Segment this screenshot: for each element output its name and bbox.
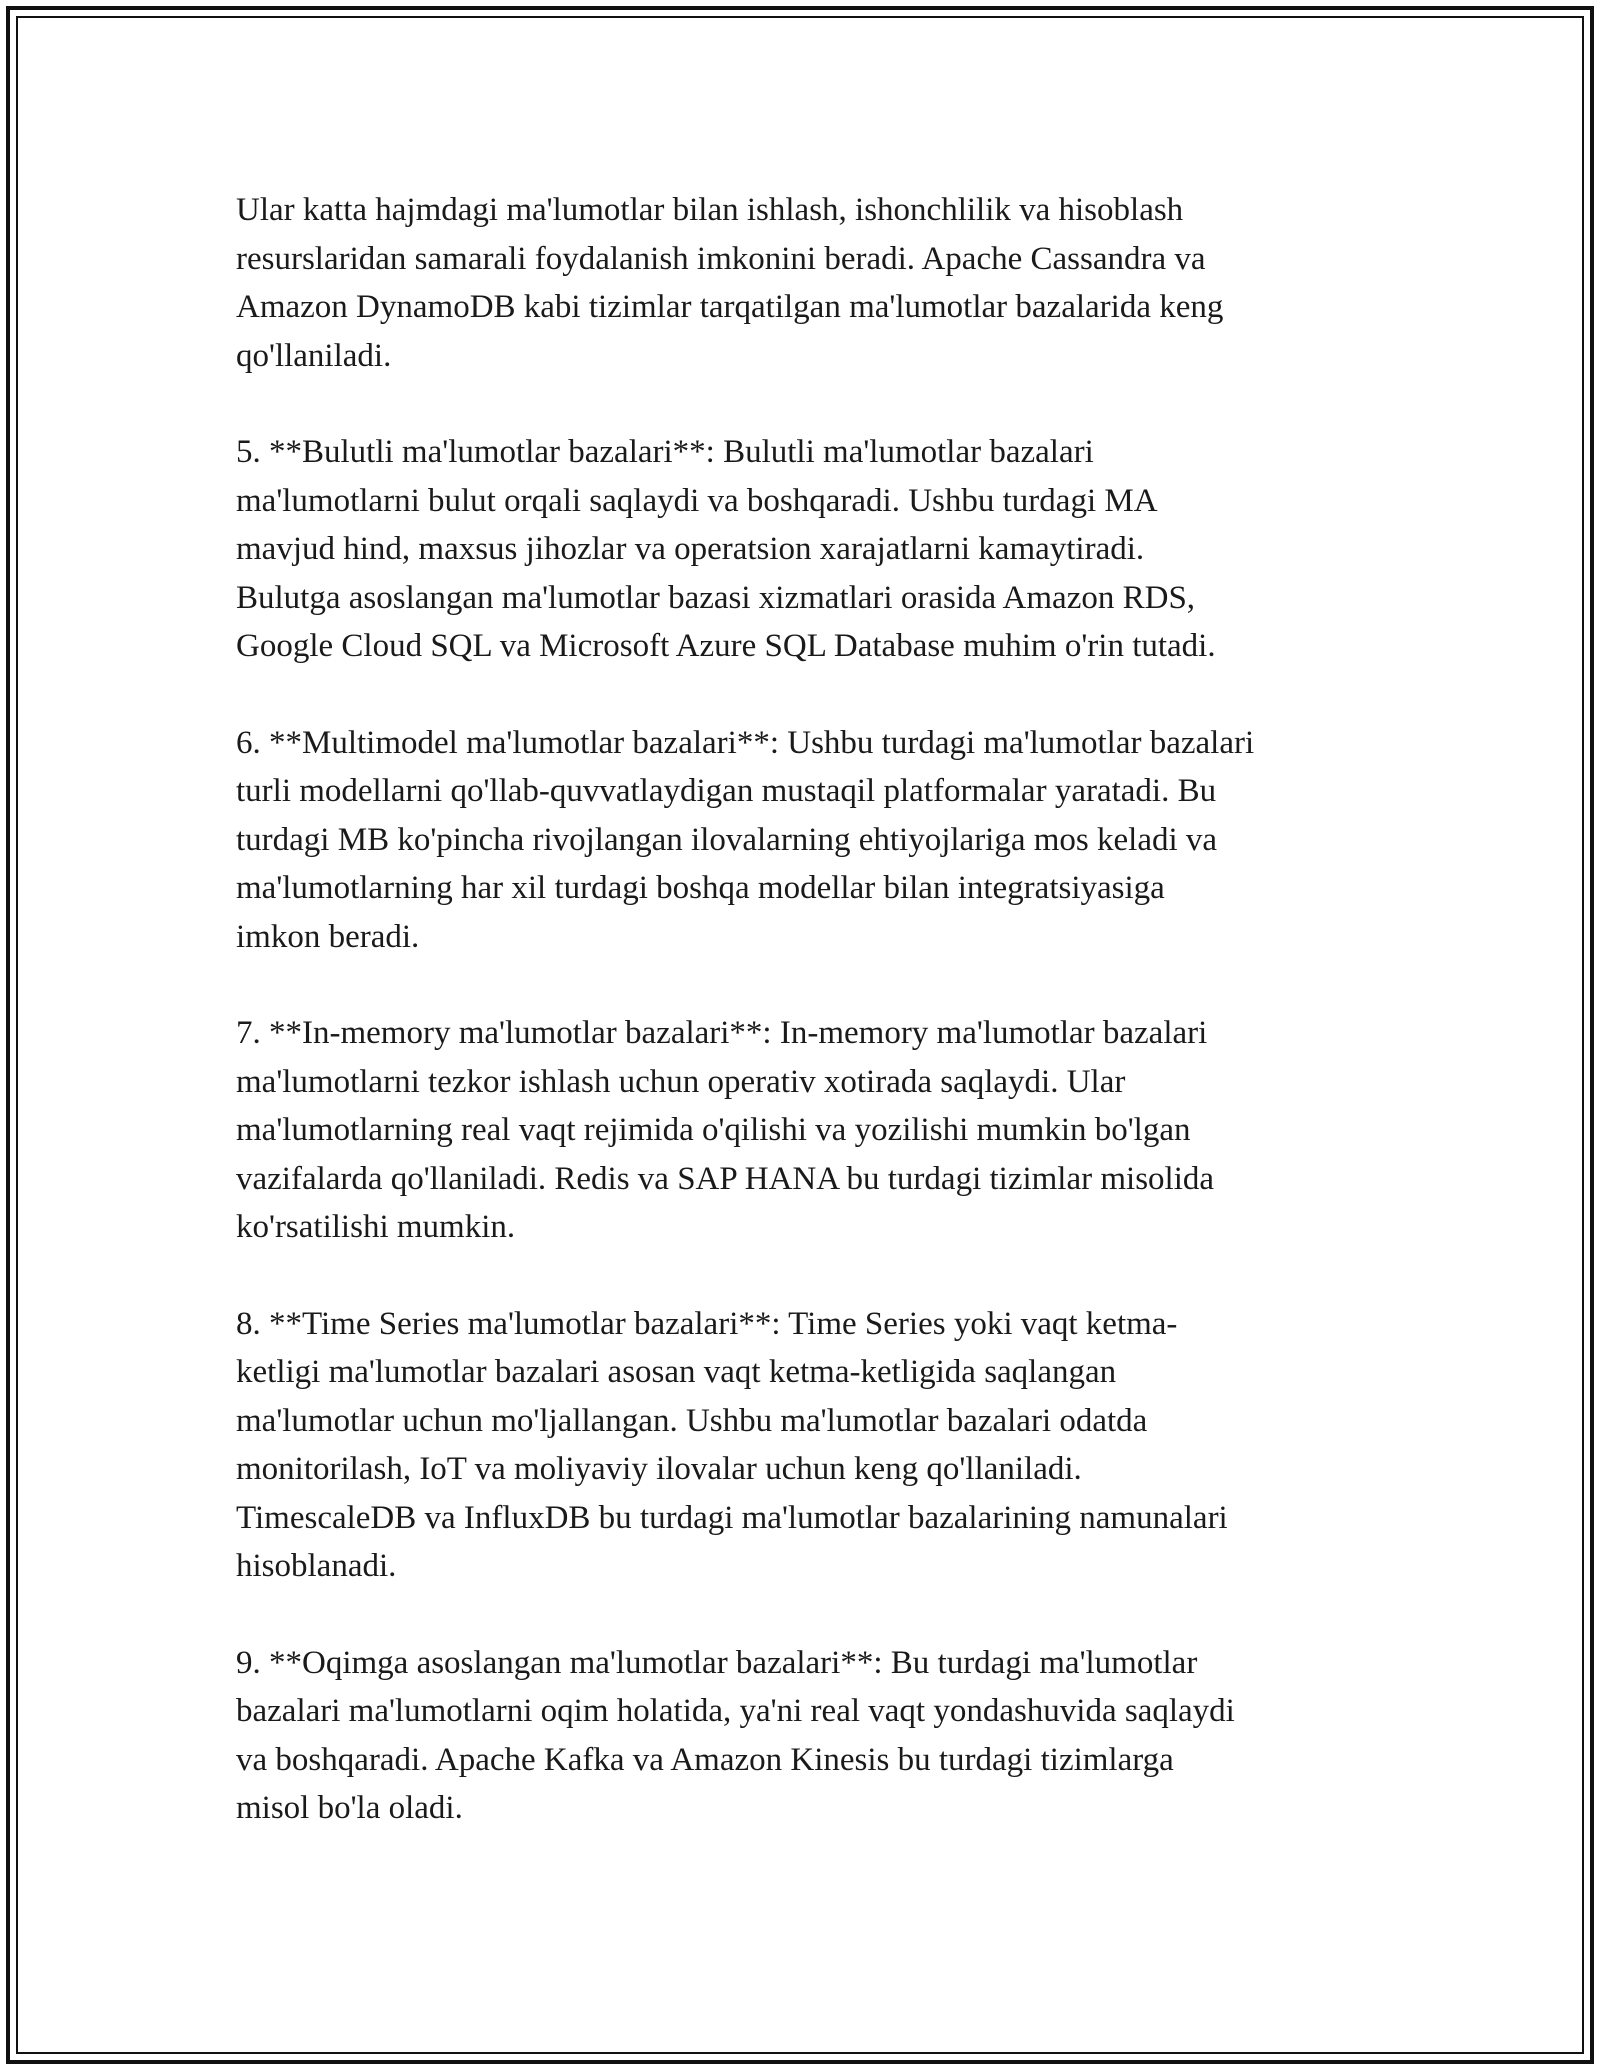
paragraph-multimodel-databases: 6. **Multimodel ma'lumotlar bazalari**: Ushbu turdagi ma'lumotlar bazalari turli modellarni qo'llab-quvvatlaydigan mustaqil platformalar yaratadi. Bu turdagi MB ko'pincha rivojlangan ilovalarning ehtiyojlariga mos keladi va ma'lumotlarning har xil turdagi boshqa modellar bilan integratsiyasiga imkon beradi. <box>236 724 1255 955</box>
paragraph-streaming-databases: 9. **Oqimga asoslangan ma'lumotlar bazalari**: Bu turdagi ma'lumotlar bazalari ma'lumotlarni oqim holatida, ya'ni real vaqt yondashuvida saqlaydi va boshqaradi. Apache Kafka va Amazon Kinesis bu turdagi tizimlarga misol bo'la oladi. <box>236 1644 1235 1826</box>
paragraph-time-series-databases: 8. **Time Series ma'lumotlar bazalari**: Time Series yoki vaqt ketma- ketligi ma'lumotlar bazalari asosan vaqt ketma-ketligida saqlangan ma'lumotlar uchun mo'ljallangan. Ushbu ma'lumotlar bazalari odatda monitorilash, IoT va moliyaviy ilovalar uchun keng qo'llaniladi. TimescaleDB va InfluxDB bu turdagi ma'lumotlar bazalarining namunalari hisoblanadi. <box>236 1305 1228 1584</box>
paragraph-cloud-databases: 5. **Bulutli ma'lumotlar bazalari**: Bulutli ma'lumotlar bazalari ma'lumotlarni bulut orqali saqlaydi va boshqaradi. Ushbu turdagi MA mavjud hind, maxsus jihozlar va operatsion xarajatlarni kamaytiradi. Bulutga asoslangan ma'lumotlar bazasi xizmatlari orasida Amazon RDS, Google Cloud SQL va Microsoft Azure SQL Database muhim o'rin tutadi. <box>236 434 1216 664</box>
paragraph-intro: Ular katta hajmdagi ma'lumotlar bilan ishlash, ishonchlilik va hisoblash resurslaridan samarali foydalanish imkonini beradi. Apache Cassandra va Amazon DynamoDB kabi tizimlar tarqatilgan ma'lumotlar bazalarida keng qo'llaniladi. <box>236 192 1224 374</box>
paragraph-in-memory-databases: 7. **In-memory ma'lumotlar bazalari**: In-memory ma'lumotlar bazalari ma'lumotlarni tezkor ishlash uchun operativ xotirada saqlaydi. Ular ma'lumotlarning real vaqt rejimida o'qilishi va yozilishi mumkin bo'lgan vazifalarda qo'llaniladi. Redis va SAP HANA bu turdagi tizimlar misolida ko'rsatilishi mumkin. <box>236 1015 1215 1245</box>
document-body <box>236 186 1386 1881</box>
